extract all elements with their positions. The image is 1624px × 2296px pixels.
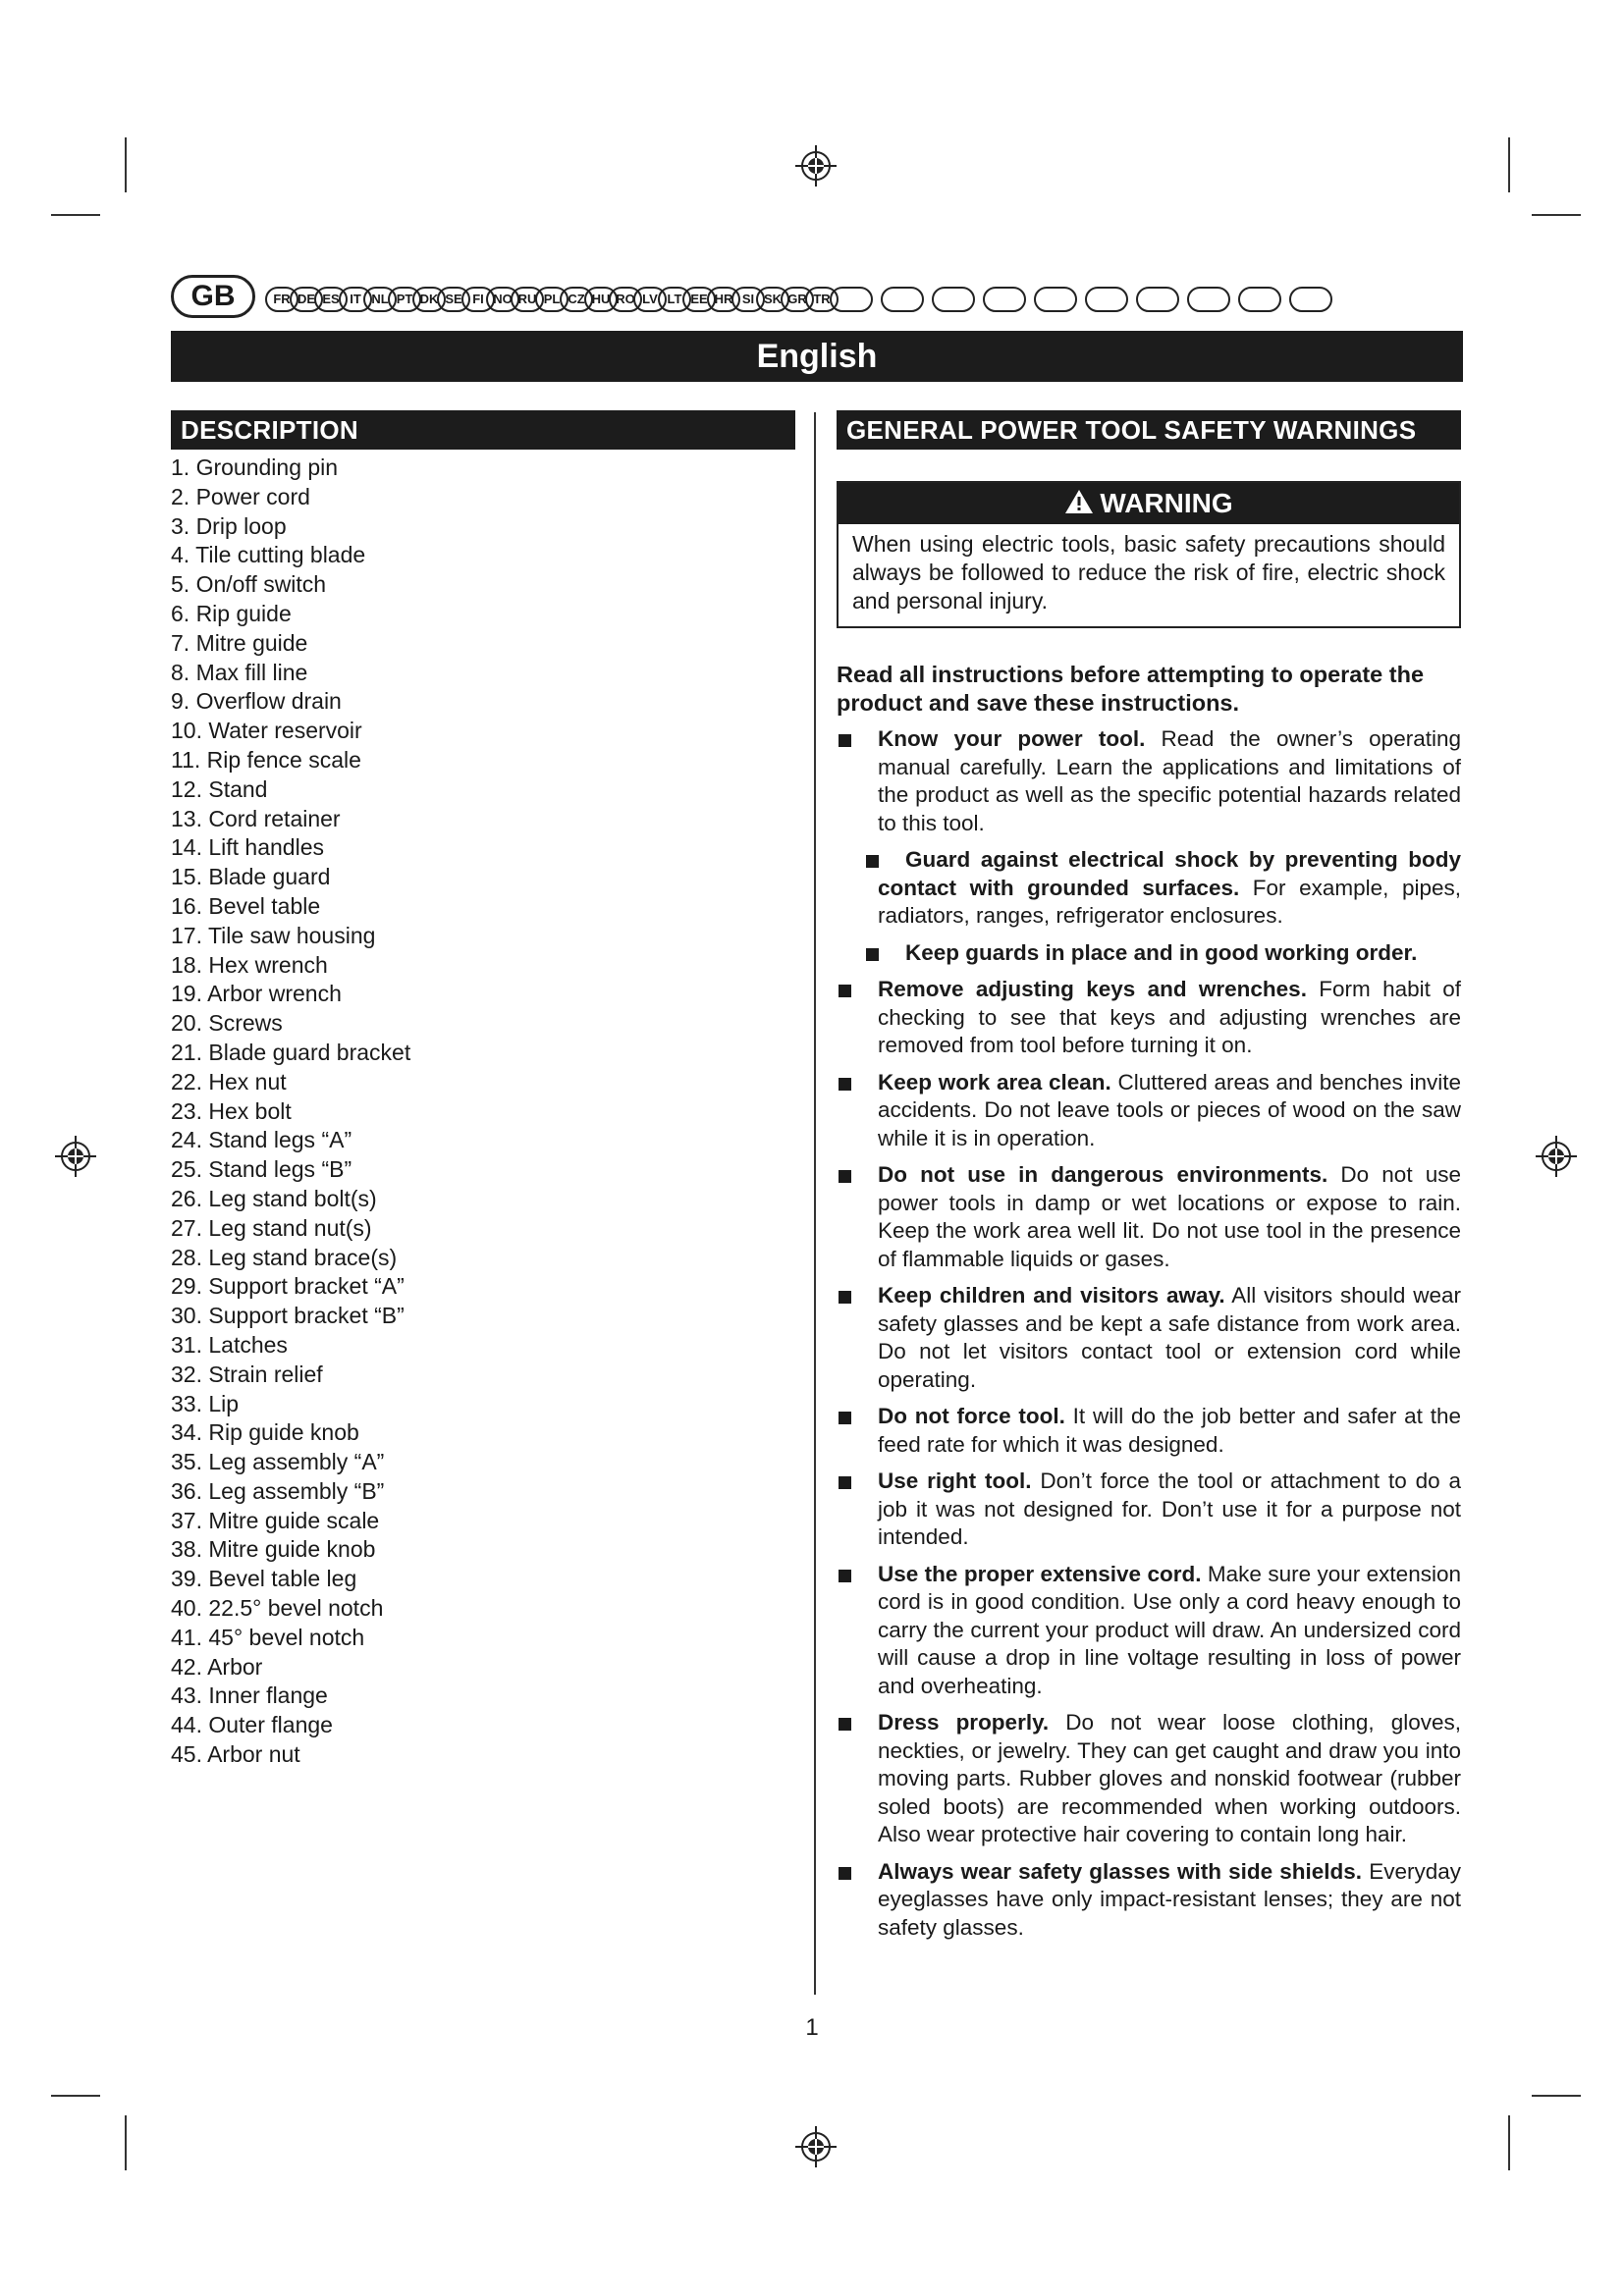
language-empty-slot[interactable] (1289, 287, 1332, 312)
rule-text: For example, pipes, radiators, ranges, refrigerator enclosures. (878, 875, 1461, 928)
list-item: 16. Bevel table (171, 892, 321, 919)
crop-mark (1508, 2115, 1510, 2170)
list-item: 44. Outer flange (171, 1712, 333, 1738)
list-item: 14. Lift handles (171, 834, 325, 861)
safety-heading: GENERAL POWER TOOL SAFETY WARNINGS (837, 410, 1461, 450)
safety-rule (837, 725, 1461, 837)
list-item: 20. Screws (171, 1010, 283, 1037)
rule-lead: Dress properly. (878, 1710, 1050, 1735)
language-option[interactable]: PT (388, 287, 421, 312)
warning-title: WARNING (1100, 488, 1233, 518)
bullet-square-icon (839, 1476, 851, 1489)
language-option[interactable]: TR (805, 287, 839, 312)
crop-mark (1532, 2095, 1581, 2097)
safety-rule (837, 1069, 1461, 1153)
list-item: 32. Strain relief (171, 1361, 323, 1387)
bullet-square-icon (839, 1170, 851, 1183)
list-item: 43. Inner flange (171, 1682, 328, 1709)
rule-lead: Remove adjusting keys and wrenches. (878, 977, 1307, 1001)
warning-title-bar (839, 483, 1459, 524)
list-item: 37. Mitre guide scale (171, 1507, 380, 1533)
language-option[interactable]: NL (363, 287, 397, 312)
bullet-square-icon (839, 1718, 851, 1731)
language-option[interactable]: CZ (560, 287, 593, 312)
crop-mark (125, 137, 127, 192)
language-empty-slot[interactable] (1034, 287, 1077, 312)
language-option[interactable]: SI (731, 287, 765, 312)
warning-triangle-icon (1064, 485, 1094, 526)
language-option[interactable]: SK (756, 287, 789, 312)
list-item: 4. Tile cutting blade (171, 542, 366, 568)
language-empty-slot[interactable] (932, 287, 975, 312)
list-item: 36. Leg assembly “B” (171, 1477, 385, 1504)
safety-rule (837, 1858, 1461, 1943)
list-item: 25. Stand legs “B” (171, 1156, 352, 1183)
language-empty-slot[interactable] (1238, 287, 1281, 312)
rule-lead: Do not force tool. (878, 1404, 1065, 1428)
language-option[interactable]: DK (412, 287, 446, 312)
bullet-square-icon (839, 985, 851, 997)
language-current[interactable]: GB (171, 275, 255, 318)
safety-rule (837, 1561, 1461, 1701)
language-empty-slot[interactable] (983, 287, 1026, 312)
crop-mark (1508, 137, 1510, 192)
safety-rule (837, 846, 1461, 931)
parts-list (171, 454, 780, 1770)
rule-text: Cluttered areas and benches invite accidents. Do not leave tools or pieces of wood on the saw while it is in operation. (878, 1069, 1462, 1150)
language-option[interactable]: HU (584, 287, 618, 312)
language-option[interactable]: IT (339, 287, 372, 312)
list-item: 42. Arbor (171, 1653, 263, 1680)
crop-mark (51, 2095, 100, 2097)
list-item: 27. Leg stand nut(s) (171, 1214, 372, 1241)
list-item: 5. On/off switch (171, 571, 327, 598)
language-empty-slot[interactable] (1085, 287, 1128, 312)
registration-mark-icon (793, 143, 839, 188)
safety-rule (837, 1403, 1461, 1459)
rule-lead: Always wear safety glasses with side shields. (878, 1858, 1363, 1884)
language-option[interactable]: LT (658, 287, 691, 312)
list-item: 24. Stand legs “A” (171, 1127, 352, 1153)
crop-mark (125, 2115, 127, 2170)
list-item: 18. Hex wrench (171, 951, 328, 978)
rule-text: Do not wear loose clothing, gloves, neckties, or jewelry. They can get caught and draw you into moving parts. Rubber gloves and nonskid footwear (rubber soled boots) are recommended when working outdoors. Also wear protective hair covering to contain long hair. (878, 1710, 1461, 1846)
warning-box (837, 481, 1461, 628)
language-option[interactable]: RO (609, 287, 642, 312)
language-option[interactable]: ES (314, 287, 348, 312)
crop-mark (1532, 214, 1581, 216)
list-item: 11. Rip fence scale (171, 746, 361, 773)
safety-rule (837, 1282, 1461, 1394)
language-option[interactable]: HR (707, 287, 740, 312)
safety-rules (837, 725, 1461, 1950)
rule-text: Do not use power tools in damp or wet locations or expose to rain. Keep the work area well lit. Do not use tool in the presence of flammable liquids or gases. (878, 1162, 1461, 1271)
column-divider (814, 412, 816, 1995)
language-option[interactable]: FI (461, 287, 495, 312)
language-option[interactable]: NO (486, 287, 519, 312)
list-item: 35. Leg assembly “A” (171, 1449, 385, 1475)
rule-lead: Keep children and visitors away. (878, 1283, 1225, 1308)
rule-lead: Use right tool. (878, 1468, 1032, 1493)
list-item: 9. Overflow drain (171, 688, 342, 715)
list-item: 19. Arbor wrench (171, 981, 342, 1007)
language-empty-slot[interactable] (1136, 287, 1179, 312)
list-item: 41. 45° bevel notch (171, 1624, 365, 1650)
crop-mark (51, 214, 100, 216)
safety-rule (837, 1161, 1461, 1273)
list-item: 30. Support bracket “B” (171, 1303, 405, 1329)
list-item: 2. Power cord (171, 483, 310, 509)
list-item: 28. Leg stand brace(s) (171, 1244, 398, 1270)
page-title: English (171, 331, 1463, 382)
list-item: 23. Hex bolt (171, 1097, 292, 1124)
language-option[interactable]: LV (633, 287, 667, 312)
language-option[interactable]: GR (781, 287, 814, 312)
bullet-square-icon (839, 1412, 851, 1424)
list-item: 7. Mitre guide (171, 629, 308, 656)
language-empty-slot[interactable] (1187, 287, 1230, 312)
rule-text: It will do the job better and safer at the feed rate for which it was designed. (878, 1404, 1461, 1457)
page-number: 1 (805, 2014, 819, 2041)
rule-lead: Know your power tool. (878, 726, 1146, 751)
list-item: 45. Arbor nut (171, 1741, 300, 1768)
language-option[interactable]: FR (265, 287, 298, 312)
list-item: 29. Support bracket “A” (171, 1273, 405, 1300)
list-item: 38. Mitre guide knob (171, 1536, 376, 1563)
list-item: 39. Bevel table leg (171, 1566, 357, 1592)
rule-text: All visitors should wear safety glasses and be kept a safe distance from work area. Do not let visitors contact tool or extension cord while operating. (878, 1283, 1461, 1392)
list-item: 33. Lip (171, 1390, 240, 1416)
rule-text: Read the owner’s operating manual carefully. Learn the applications and limitations of the product as well as the specific potential hazards related to this tool. (878, 726, 1461, 835)
rule-lead: Use the proper extensive cord. (878, 1561, 1202, 1586)
list-item: 21. Blade guard bracket (171, 1039, 411, 1065)
list-item: 40. 22.5° bevel notch (171, 1595, 384, 1622)
language-option[interactable]: PL (535, 287, 568, 312)
bullet-square-icon (839, 1291, 851, 1304)
list-item: 3. Drip loop (171, 512, 287, 539)
language-option[interactable]: RU (511, 287, 544, 312)
language-option[interactable]: SE (437, 287, 470, 312)
registration-mark-icon (793, 2124, 839, 2169)
bullet-square-icon (839, 1078, 851, 1091)
list-item: 6. Rip guide (171, 600, 292, 626)
list-item: 26. Leg stand bolt(s) (171, 1185, 377, 1211)
rule-text: Form habit of checking to see that keys and adjusting wrenches are removed from tool before turning it on. (878, 977, 1461, 1057)
safety-rule (837, 976, 1461, 1060)
safety-rule (837, 1709, 1461, 1849)
list-item: 15. Blade guard (171, 864, 331, 890)
language-empty-slot[interactable] (881, 287, 924, 312)
rule-text: Everyday eyeglasses have only impact-resistant lenses; they are not safety glasses. (878, 1858, 1461, 1940)
bullet-square-icon (866, 948, 879, 961)
list-item: 10. Water reservoir (171, 718, 362, 744)
language-selector (171, 275, 1463, 322)
rule-lead: Do not use in dangerous environments. (878, 1162, 1328, 1187)
bullet-square-icon (839, 1570, 851, 1582)
bullet-square-icon (839, 734, 851, 747)
bullet-square-icon (866, 855, 879, 868)
registration-mark-icon (1534, 1134, 1579, 1179)
description-heading: DESCRIPTION (171, 410, 795, 450)
list-item: 1. Grounding pin (171, 454, 339, 480)
language-option[interactable]: EE (682, 287, 716, 312)
rule-lead: Guard against electrical shock by preventing body contact with grounded surfaces. (878, 847, 1461, 900)
rule-text: Don’t force the tool or attachment to do a job it was not designed for. Don’t use it for a purpose not intended. (878, 1468, 1461, 1549)
list-item: 13. Cord retainer (171, 805, 341, 831)
rule-lead: Keep work area clean. (878, 1069, 1111, 1095)
rule-text: Make sure your extension cord is in good condition. Use only a cord heavy enough to carry the current your product will draw. An undersized cord will cause a drop in line voltage resulting in loss of power and overheating. (878, 1561, 1461, 1698)
list-item: 17. Tile saw housing (171, 922, 376, 948)
registration-mark-icon (53, 1134, 98, 1179)
rule-lead: Keep guards in place and in good working order. (905, 939, 1418, 965)
language-option[interactable]: DE (290, 287, 323, 312)
warning-text: When using electric tools, basic safety precautions should always be followed to reduce the risk of fire, electric shock and personal injury. (852, 531, 1445, 614)
list-item: 22. Hex nut (171, 1068, 287, 1095)
language-empty-slot[interactable] (830, 287, 873, 312)
safety-rule (837, 939, 1461, 968)
list-item: 8. Max fill line (171, 659, 308, 685)
list-item: 34. Rip guide knob (171, 1419, 359, 1446)
bullet-square-icon (839, 1867, 851, 1880)
intro-text: Read all instructions before attempting to operate the product and save these instructions. (837, 662, 1425, 716)
list-item: 31. Latches (171, 1331, 288, 1358)
list-item: 12. Stand (171, 775, 268, 802)
safety-rule (837, 1468, 1461, 1552)
